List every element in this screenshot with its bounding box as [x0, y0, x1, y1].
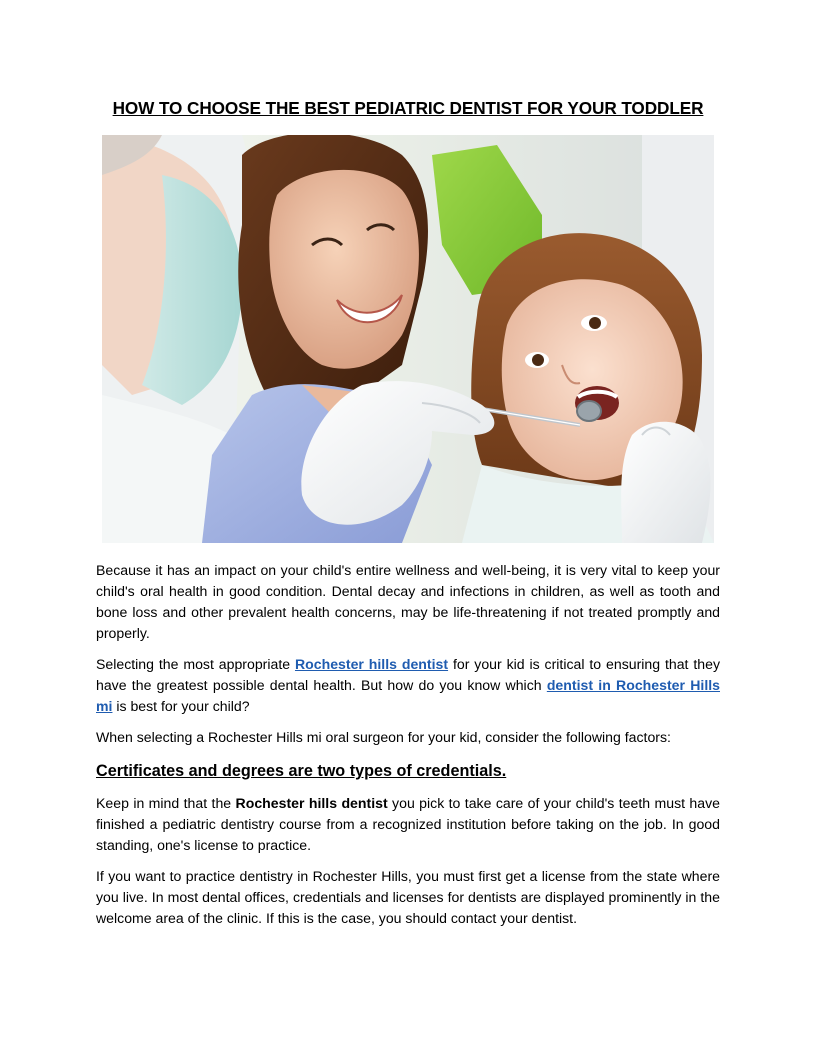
paragraph-factors: When selecting a Rochester Hills mi oral surgeon for your kid, consider the following factors:	[96, 729, 671, 745]
rochester-hills-dentist-link[interactable]: Rochester hills dentist	[294, 656, 449, 672]
document-page	[96, 96, 720, 929]
paragraph-selecting-text-3: is best for your child?	[112, 698, 250, 714]
hero-image	[102, 135, 714, 543]
dentist-photo-illustration	[102, 135, 714, 543]
page-title: HOW TO CHOOSE THE BEST PEDIATRIC DENTIST FOR YOUR TODDLER	[112, 98, 704, 118]
section-heading-credentials: Certificates and degrees are two types of credentials.	[96, 762, 507, 780]
paragraph-license: If you want to practice dentistry in Rochester Hills, you must first get a license from the state where you live. In most dental offices, credentials and licenses for dentists are displayed prominently in the welcome area of the clinic. If this is the case, you should contact your dentist.	[96, 868, 720, 926]
paragraph-intro: Because it has an impact on your child's entire wellness and well-being, it is very vital to keep your child's oral health in good condition. Dental decay and infections in children, as well as tooth and bone loss and other prevalent health concerns, may be life-threatening if not treated promptly and properly.	[96, 562, 720, 641]
rochester-hills-dentist-bold: Rochester hills dentist	[235, 795, 388, 811]
paragraph-credentials	[96, 793, 720, 856]
paragraph-selecting-text-1: Selecting the most appropriate	[96, 656, 295, 672]
paragraph-credentials-text-1: Keep in mind that the	[96, 795, 236, 811]
paragraph-selecting	[96, 654, 720, 717]
paragraph-selecting-text-2: for your kid is critical to ensuring that they have the greatest possible dental health. But how do you know which	[96, 656, 720, 693]
paragraph-credentials-text-2: you pick to take care of your child's teeth must have finished a pediatric dentistry course from a recognized institution before taking on the job. In good standing, one's license to practice.	[96, 795, 720, 853]
dentist-in-rochester-hills-link[interactable]: dentist in Rochester Hills mi	[96, 677, 720, 714]
